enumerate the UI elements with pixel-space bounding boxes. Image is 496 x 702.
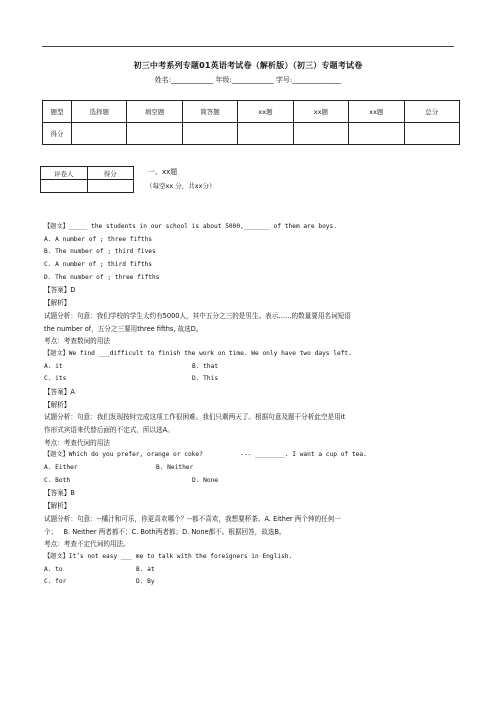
analysis-text: 试题分析：句意：我们学校的学生大约有5000人，其中五分之三的是男生。表示……的数量要用名词短语 (44, 311, 351, 320)
score-cell[interactable] (238, 123, 293, 145)
score-cell[interactable] (182, 123, 237, 145)
grader-cell[interactable] (41, 180, 88, 193)
score-header-cell: 题型 (43, 101, 72, 123)
header-rule (42, 46, 454, 47)
score-header-cell: 选择题 (72, 101, 127, 123)
score-header-cell: xx题 (349, 101, 404, 123)
option-d: D. None (192, 476, 219, 484)
student-info-line: 姓名:____________ 年级:____________ 学号:______________ (154, 76, 342, 84)
score-header-cell: 简答题 (182, 101, 237, 123)
analysis-text: 试题分析：句意：我们发现按时完成这项工作很困难。我们只剩两天了。根据句意及题干分析此空是用it (44, 413, 346, 422)
score-header-cell: 填空题 (127, 101, 182, 123)
option-row (44, 462, 464, 475)
option-d: D. The number of ; three fifths (44, 273, 160, 281)
question-stem: 【题文】It’s not easy ___ me to talk with the foreigners in English. (44, 552, 293, 560)
option-d: D. This (192, 375, 219, 383)
option-b: B. at (136, 565, 155, 573)
section-scoring: （每空xx 分，共xx分） (146, 182, 216, 190)
explanation-label: 【解析】 (44, 400, 71, 409)
score-cell[interactable] (404, 123, 459, 145)
score-header-cell: xx题 (238, 101, 293, 123)
option-c: C. for (44, 578, 67, 586)
score-row-label: 得分 (43, 123, 72, 145)
option-a: A. Either (44, 464, 78, 472)
grader-label: 评卷人 (41, 167, 88, 180)
grader-table (40, 166, 134, 193)
grader-score-cell[interactable] (87, 180, 134, 193)
knowledge-point: 考点：考查数词的用法 (44, 337, 110, 346)
question-stem: 【题文】_____ the students in our school is about 5000,_______ of them are boys. (44, 223, 337, 230)
analysis-text: the number of，五分之三要用three fifths, 故选D。 (44, 324, 203, 333)
grader-score-label: 得分 (87, 167, 134, 180)
section-title: 一、xx题 (148, 168, 178, 176)
option-a: A. A number of ; three fifths (44, 235, 153, 243)
option-c: C. its (44, 375, 67, 383)
option-a: A. it (44, 362, 63, 370)
option-b: B. The number of ; third fives (44, 248, 156, 256)
option-row (44, 373, 464, 386)
option-row (44, 475, 464, 488)
score-cell[interactable] (72, 123, 127, 145)
score-header-cell: xx题 (293, 101, 348, 123)
option-row (44, 361, 464, 374)
option-row (44, 564, 464, 577)
question-stem: 【题文】We find ___difficult to finish the work on time. We only have two days left. (44, 349, 352, 357)
explanation-label: 【解析】 (44, 502, 71, 511)
analysis-text: 作形式宾语来代替后面的不定式，所以选A。 (44, 426, 174, 434)
score-cell[interactable] (293, 123, 348, 145)
knowledge-point: 考点：考查代词的用法 (44, 438, 110, 447)
score-header-cell: 总分 (404, 101, 459, 123)
score-table (42, 100, 460, 145)
answer: 【答案】B (44, 489, 75, 498)
option-b: B. Neither (156, 464, 194, 472)
answer: 【答案】A (44, 387, 75, 396)
score-cell[interactable] (127, 123, 182, 145)
score-table-header-row (43, 101, 460, 123)
question-body (44, 221, 464, 589)
score-table-score-row (43, 123, 460, 145)
document-title: 初三中考系列专题01英语考试卷（解析版）（初三）专题考试卷 (133, 61, 363, 70)
option-d: D. By (136, 578, 155, 586)
answer: 【答案】D (44, 286, 76, 295)
option-a: A. to (44, 565, 63, 573)
knowledge-point: 考点：考查不定代词的用法。 (44, 540, 130, 549)
option-row (44, 576, 464, 589)
explanation-label: 【解析】 (44, 299, 71, 308)
analysis-text: 试题分析：句意：--橘汁和可乐，你更喜欢哪个？--都不喜欢，我想要杯茶。A. Either 两个钟的任何一 (44, 514, 341, 523)
option-c: C. A number of ; third fifths (44, 261, 153, 269)
option-b: B. that (192, 362, 219, 370)
option-c: C. Both (44, 476, 71, 484)
score-cell[interactable] (349, 123, 404, 145)
question-stem: 【题文】Which do you prefer, orange or coke? --- ________. I want a cup of tea. (44, 451, 367, 459)
analysis-text: 个； B. Neither 两者都不；C. Both两者都；D. None都不。根据回答，故选B。 (44, 527, 286, 536)
